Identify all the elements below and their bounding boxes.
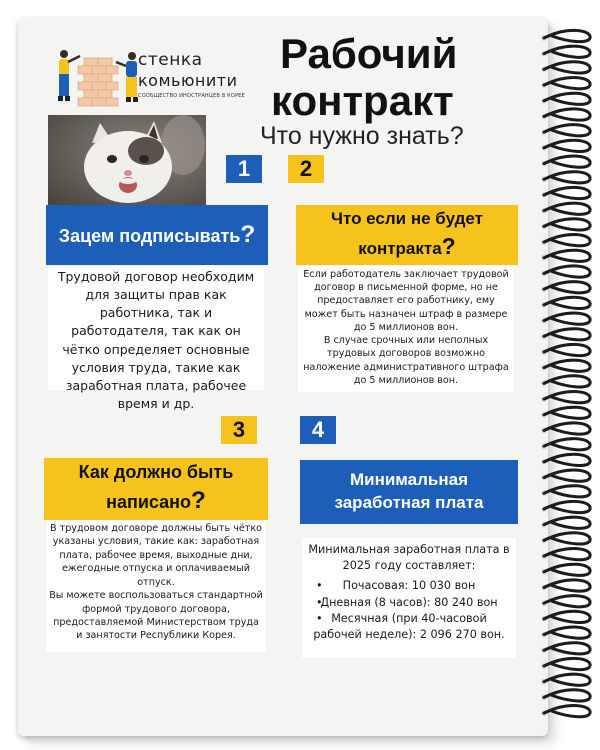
- section-2-heading: [296, 205, 518, 265]
- section-4-heading-line1: Минимальная: [349, 470, 468, 490]
- section-4-body: [302, 538, 516, 658]
- question-mark: ?: [441, 232, 456, 259]
- section-1-text: Трудовой договор необходим для защиты прав как работника, так и работодателя, так как он чётко определяет основные условия труда, такие как заработная плата, рабочее время и др.: [57, 269, 255, 411]
- logo-name-line2: комьюнити: [138, 71, 238, 90]
- section-4-number: 4: [300, 416, 336, 444]
- section-3-heading-line1: Как должно быть: [78, 462, 234, 483]
- page-title-line2: контракт: [271, 77, 454, 124]
- section-1-heading-text: Зацем подписывать: [58, 225, 241, 246]
- section-1-body: [48, 266, 264, 411]
- section-3-body: [46, 520, 266, 652]
- page-title-line1: Рабочий: [280, 30, 458, 77]
- section-3-heading-line2: написано: [106, 491, 192, 512]
- section-3-number: 3: [221, 416, 257, 444]
- logo-tagline: СООБЩЕСТВО ИНОСТРАНЦЕВ В КОРЕЕ: [138, 93, 245, 99]
- page-subtitle: Что нужно знать?: [260, 122, 464, 150]
- list-item: • Месячная (при 40-часовой рабочей неделе): 2 096 270 вон.: [308, 611, 510, 643]
- section-2-paragraph-2: В случае срочных или неполных трудовых договоров возможно наложение административного штрафа до 5 миллионов вон.: [303, 335, 509, 386]
- section-1-heading: [46, 205, 268, 265]
- section-2-heading-line2: контракта: [358, 238, 442, 258]
- spiral-binding-icon: [538, 26, 598, 726]
- list-item: • Почасовая: 10 030 вон: [308, 578, 510, 594]
- section-1-number: 1: [226, 155, 262, 183]
- question-mark: ?: [191, 486, 206, 514]
- kitten-photo: [48, 115, 206, 205]
- logo-name-line1: стенка: [138, 50, 203, 70]
- section-2-number: 2: [288, 155, 324, 183]
- section-2-paragraph-1: Если работодатель заключает трудовой договор в письменной форме, но не предоставляет его работнику, ему может быть назначен штраф в размере до 5 миллионов вон.: [303, 269, 509, 333]
- section-4-intro: Минимальная заработная плата в 2025 году составляет:: [308, 543, 510, 573]
- section-2-heading-line1: Что если не будет: [331, 209, 483, 229]
- section-3-paragraph-1: В трудовом договоре должны быть чётко указаны условия, такие как: заработная плата, рабочее время, выходные дни, ежегодные отпуска и оплачиваемый отпуск.: [49, 523, 263, 588]
- section-4-heading-line2: заработная плата: [334, 493, 484, 512]
- question-mark: ?: [240, 220, 256, 248]
- section-3-heading: [44, 458, 268, 520]
- section-3-paragraph-2: Вы можете воспользоваться стандартной формой трудового договора, предоставляемой Министерством труда и занятости Республики Корея.: [49, 590, 263, 642]
- section-4-heading: [300, 460, 518, 524]
- list-item: • Дневная (8 часов): 80 240 вон: [308, 595, 510, 611]
- wage-list: [308, 578, 510, 643]
- section-2-body: [298, 266, 514, 392]
